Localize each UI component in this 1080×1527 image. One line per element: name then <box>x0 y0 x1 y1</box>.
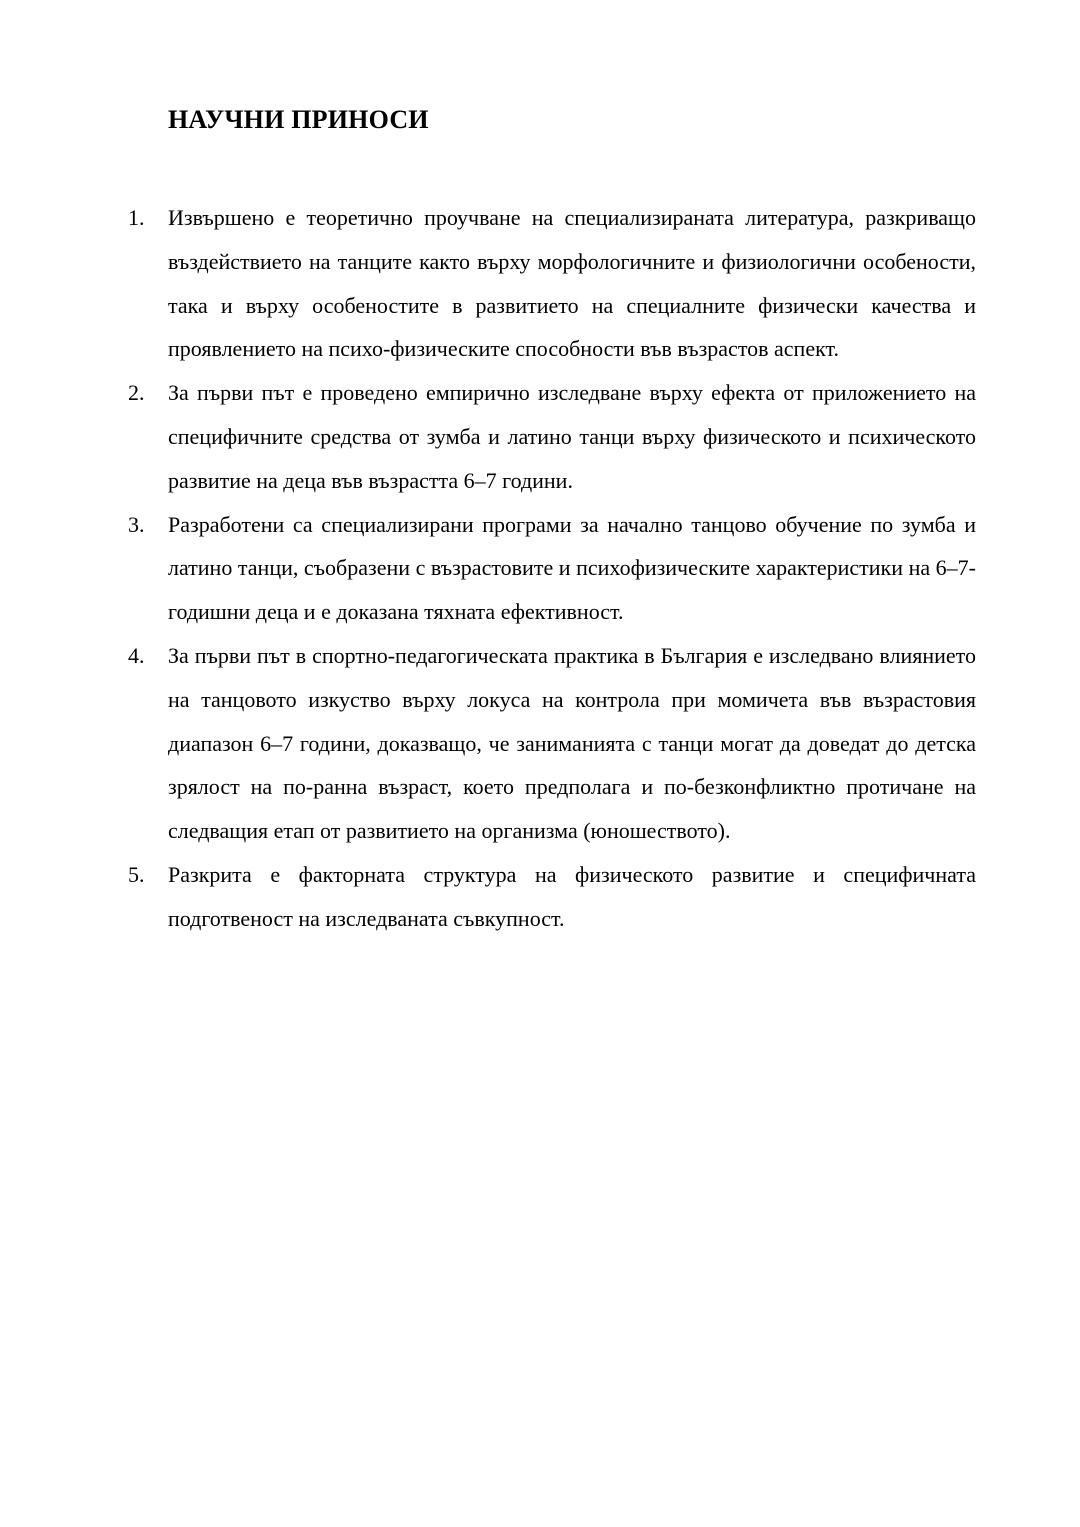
list-item-number: 2. <box>128 380 145 406</box>
list-item-text: За първи път е проведено емпирично изследване върху ефекта от приложението на специфичните средства от зумба и латино танци върху физическото и психическото развитие на деца във възрастта 6–7 години. <box>168 380 976 493</box>
list-item <box>0 196 1080 371</box>
list-item-text: Извършено е теоретично проучване на специализираната литература, разкриващо въздействието на танците както върху морфологичните и физиологични особености, така и върху особеностите в развитието на специалните физически качества и проявлението на психо-физическите способности във възрастов аспект. <box>168 205 976 362</box>
list-item <box>0 503 1080 634</box>
list-item-number: 5. <box>128 861 145 887</box>
list-item <box>0 853 1080 941</box>
list-item-text: Разработени са специализирани програми за начално танцово обучение по зумба и латино танци, съобразени с възрастовите и психофизическите характеристики на 6–7-годишни деца и е доказана тяхната ефективност. <box>168 511 976 625</box>
list-item-number: 3. <box>128 511 145 537</box>
contributions-list <box>0 196 1080 941</box>
list-item-number: 1. <box>128 205 145 230</box>
list-item <box>0 371 1080 502</box>
list-item-number: 4. <box>128 642 145 668</box>
list-item-text: Разкрита е факторната структура на физическото развитие и специфичната подготвеност на изследваната съвкупност. <box>168 861 976 931</box>
page-title: НАУЧНИ ПРИНОСИ <box>168 105 429 134</box>
list-item-text: За първи път в спортно-педагогическата практика в България е изследвано влиянието на танцовото изкуство върху локуса на контрола при момичета във възрастовия диапазон 6–7 години, доказващо, че заниманията с танци могат да доведат до детска зрялост на по-ранна възраст, което предполага и по-безконфликтно протичане на следващия етап от развитието на организма (юношеството). <box>168 642 976 844</box>
list-item <box>0 634 1080 853</box>
